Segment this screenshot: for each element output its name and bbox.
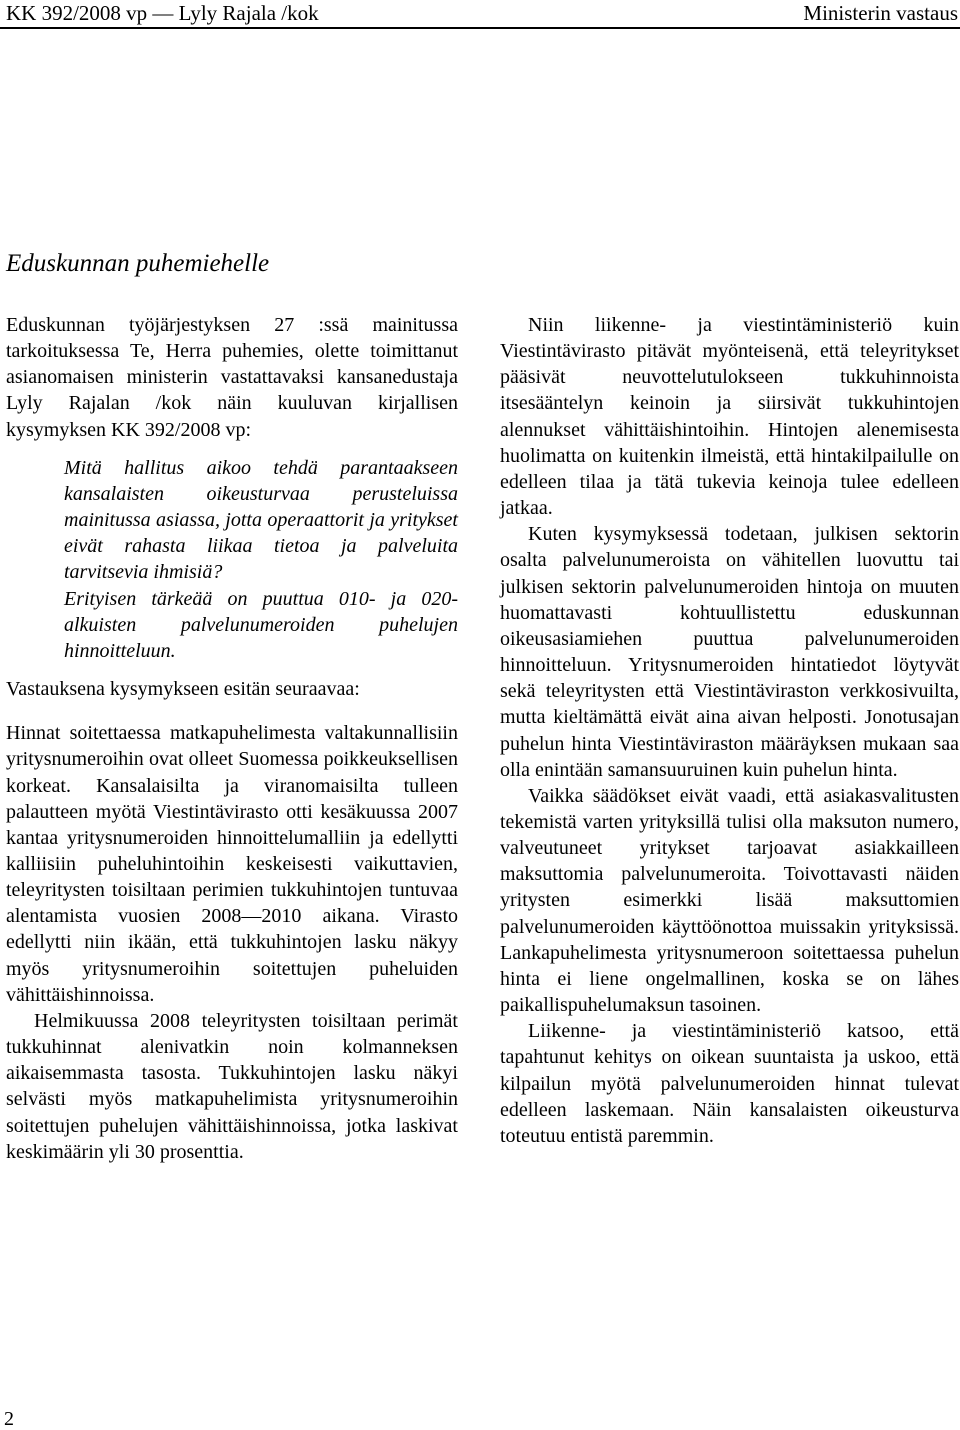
answer-paragraph-4: Kuten kysymyksessä todetaan, julkisen sektorin osalta palvelunumeroista on vähitellen luovuttu tai julkisen sektorin palvelunumeroiden hintoja on muuten huomattavasti kohtuullistettu eduskunnan oikeusasiamiehen puuttua palvelunumeroiden hinnoitteluun. Yritysnumeroiden hintatiedot löytyvät sekä teleyritysten että Viestintäviraston verkkosivuilta, mutta kieltämättä eivät aina aivan helposti. Jonotusajan puhelun hinta Viestintäviraston määräyksen mukaan saa olla enintään samansuuruinen kuin puhelun hinta. [500,523,959,781]
header-rule [0,27,960,29]
answer-paragraph-1: Hinnat soitettaessa matkapuhelimesta valtakunnallisiin yritysnumeroihin ovat olleet Suomessa poikkeuksellisen korkeat. Kansalaisilta ja viranomaisilta tulleen palautteen myötä Viestintävirasto otti kesäkuussa 2007 kantaa yritysnumeroiden hinnoittelumalliin ja edellytti kalliisiin puheluhintoihin keskeisesti vaikuttavien, teleyritysten toisiltaan perimien tukkuhintojen tuntuvaa alentamista vuosien 2008—2010 aikana. Virasto edellytti niin ikään, että tukkuhintojen lasku näkyy myös yritysnumeroihin soitettujen puheluiden vähittäishinnoissa. [6,722,458,1006]
answer-paragraph-2: Helmikuussa 2008 teleyritysten toisiltaan perimät tukkuhinnat alenivatkin noin kolmanneksen aikaisemmasta tasosta. Tukkuhintojen lasku näkyi selvästi myös matkapuhelimista yritysnumeroihin soitettujen puhelujen vähittäishinnoissa, jotka laskivat keskimäärin yli 30 prosenttia. [6,1009,458,1163]
answer-paragraph-6: Liikenne- ja viestintäministeriö katsoo, että tapahtunut kehitys on oikean suuntaista ja uskoo, että kilpailun myötä palvelunumeroiden hinnat tulevat edelleen laskemaan. Näin kansalaisten oikeusturva toteutuu entistä paremmin. [500,1020,959,1147]
header-section-label: Ministerin vastaus [803,1,958,25]
question-text-1: Mitä hallitus aikoo tehdä parantaakseen kansalaisten oikeusturvaa perusteluissa mainitussa asiassa, jotta operaattorit ja yritykset eivät rahasta liikaa tietoa ja palveluita tarvitsevia ihmisiä? [64,456,458,584]
header-document-id: KK 392/2008 vp — Lyly Rajala /kok [6,1,319,25]
page-number: 2 [4,1408,14,1430]
document-title: Eduskunnan puhemiehelle [6,250,270,277]
question-text-2: Erityisen tärkeää on puuttua 010- ja 020-alkuisten palvelunumeroiden puhelujen hinnoitteluun. [64,587,458,662]
answer-paragraph-5: Vaikka säädökset eivät vaadi, että asiakasvalitusten tekemistä varten yrityksillä tulisi olla maksuton numero, valveutuneet yritykset tarjoavat asiakkailleen maksuttomia palvelunumeroita. Toivottavasti näiden yritysten esimerkki lisää maksuttomien palvelunumeroiden käyttöönottoa muissakin yrityksissä. Lankapuhelimesta yritysnumeroon soitettaessa puhelun hinta ei liene ongelmallinen, koska se on lähes paikallispuhelumaksun tasoinen. [500,784,959,1017]
left-column [6,312,458,1165]
answer-paragraph-3: Niin liikenne- ja viestintäministeriö kuin Viestintävirasto pitävät myönteisenä, että teleyritykset pääsivät neuvottelutulokseen tukkuhinnoista itsesääntelyn keinoin ja siirsivät tukkuhintojen alennukset vähittäishintoihin. Hintojen alenemisesta huolimatta on kuitenkin ilmeistä, että hintakilpailulle on edelleen tilaa ja tätä tukevia keinoja tulee edelleen jatkaa. [500,314,959,520]
right-column [500,312,959,1149]
intro-paragraph: Eduskunnan työjärjestyksen 27 :ssä mainitussa tarkoituksessa Te, Herra puhemies, olette toimittanut asianomaisen ministerin vastattavaksi kansanedustaja Lyly Rajalan /kok näin kuuluvan kirjallisen kysymyksen KK 392/2008 vp: [6,314,458,441]
question-quote [6,455,458,664]
answer-intro: Vastauksena kysymykseen esitän seuraavaa: [6,678,360,701]
